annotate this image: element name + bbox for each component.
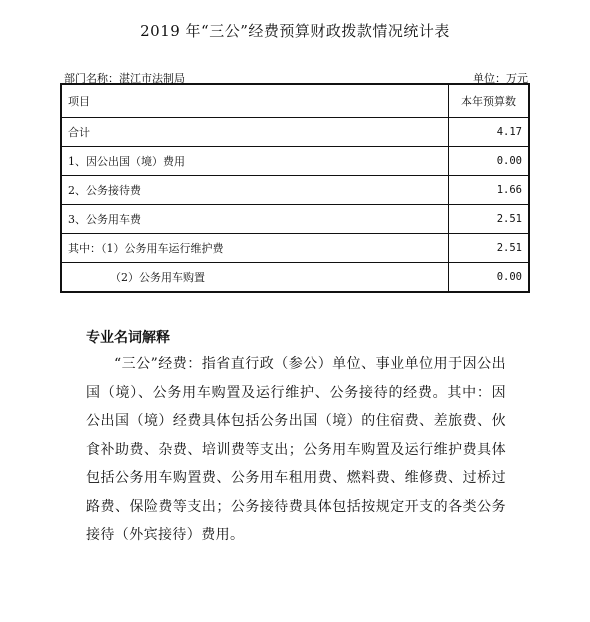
document-title: 2019 年“三公”经费预算财政拨款情况统计表	[140, 22, 450, 40]
row-item-label: 合计	[61, 118, 449, 147]
row-item-label: 3、公务用车费	[61, 205, 449, 234]
explanation-heading: 专业名词解释	[86, 330, 170, 346]
table-row	[61, 234, 529, 263]
row-value: 0.00	[449, 263, 530, 293]
column-header-budget: 本年预算数	[449, 84, 530, 118]
row-item-label: 2、公务接待费	[61, 176, 449, 205]
row-value: 2.51	[449, 234, 530, 263]
table-row	[61, 205, 529, 234]
budget-table	[60, 83, 530, 293]
unit-label: 单位：万元	[473, 72, 528, 85]
row-value: 1.66	[449, 176, 530, 205]
table-header-row	[61, 84, 529, 118]
row-value: 4.17	[449, 118, 530, 147]
table-row	[61, 263, 529, 293]
table-row	[61, 176, 529, 205]
row-item-label: 1、因公出国（境）费用	[61, 147, 449, 176]
row-value: 0.00	[449, 147, 530, 176]
row-item-label: 其中：（1）公务用车运行维护费	[61, 234, 449, 263]
table-row	[61, 147, 529, 176]
row-item-label: （2）公务用车购置	[61, 263, 449, 293]
row-value: 2.51	[449, 205, 530, 234]
table-row	[61, 118, 529, 147]
department-label: 部门名称：湛江市法制局	[64, 72, 185, 85]
explanation-body: “三公”经费：指省直行政（参公）单位、事业单位用于因公出国（境）、公务用车购置及运行维护、公务接待的经费。其中：因公出国（境）经费具体包括公务出国（境）的住宿费、差旅费、伙食补助费、杂费、培训费等支出；公务用车购置及运行维护费具体包括公务用车购置费、公务用车租用费、燃料费、维修费、过桥过路费、保险费等支出；公务接待费具体包括按规定开支的各类公务接待（外宾接待）费用。	[86, 356, 506, 543]
column-header-item: 项目	[61, 84, 449, 118]
